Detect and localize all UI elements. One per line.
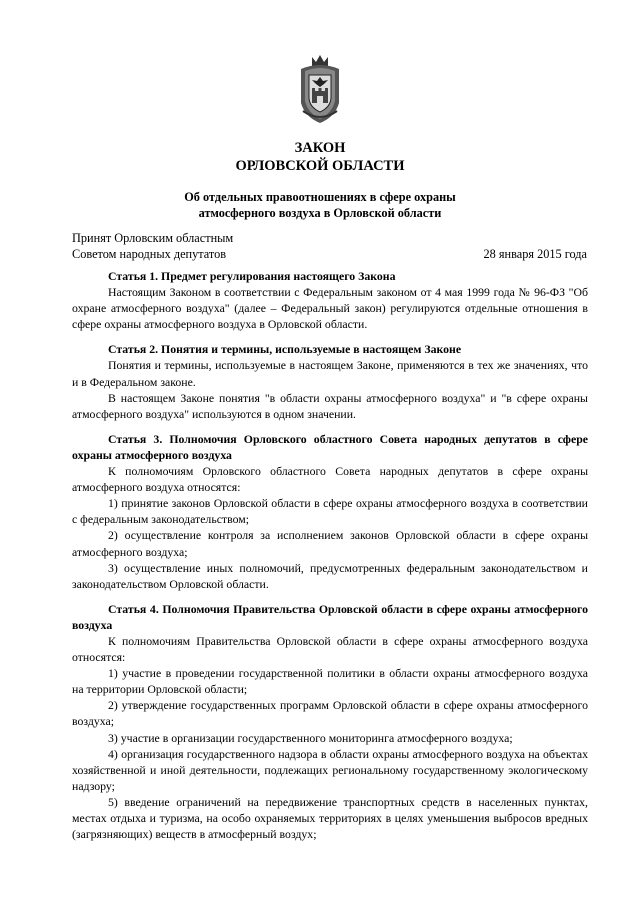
orel-oblast-coat-of-arms-icon	[295, 53, 345, 125]
article-3-paragraph: К полномочиям Орловского областного Совета народных депутатов в сфере охраны атмосферного воздуха относятся:	[72, 464, 588, 495]
article-3-paragraph: 1) принятие законов Орловской области в сфере охраны атмосферного воздуха в соответствии с федеральным законодательством;	[72, 496, 588, 527]
article-4-paragraph: 4) организация государственного надзора в области охраны атмосферного воздуха на объектах хозяйственной и иной деятельности, подлежащих региональному государственному экологическому надзору;	[72, 746, 588, 793]
article-4-paragraph: К полномочиям Правительства Орловской области в сфере охраны атмосферного воздуха относятся:	[72, 633, 588, 665]
region-title: ОРЛОВСКОЙ ОБЛАСТИ	[235, 158, 405, 174]
article-4-paragraph: 2) утверждение государственных программ Орловской области в сфере охраны атмосферного воздуха;	[72, 698, 588, 729]
article-2-paragraph: В настоящем Законе понятия "в области охраны атмосферного воздуха" и "в сфере охраны атмосферного воздуха" используются в одном значении.	[72, 390, 588, 421]
article-2-title: Статья 2. Понятия и термины, используемые в настоящем Законе	[108, 342, 462, 357]
document-type-title: ЗАКОН	[294, 140, 346, 156]
law-body	[72, 268, 588, 842]
article-3-paragraph: 3) осуществление иных полномочий, предусмотренных федеральным законодательством и законодательством Орловской области.	[72, 560, 588, 591]
article-4-title: Статья 4. Полномочия Правительства Орловской области в сфере охраны атмосферного воздуха	[72, 601, 588, 632]
article-1-paragraph: Настоящим Законом в соответствии с Федеральным законом от 4 мая 1999 года № 96-ФЗ "Об охране атмосферного воздуха" (далее – Федеральный закон) регулируются отдельные отношения в сфере охраны атмосферного воздуха в Орловской области.	[72, 285, 588, 332]
law-subtitle-line-1: Об отдельных правоотношениях в сфере охраны	[184, 190, 456, 204]
article-3-paragraph: 2) осуществление контроля за исполнением законов Орловской области в сфере охраны атмосферного воздуха;	[72, 528, 588, 559]
adoption-line-1: Принят Орловским областным	[72, 231, 234, 245]
article-4-paragraph: 1) участие в проведении государственной политики в области охраны атмосферного воздуха на территории Орловской области;	[72, 666, 588, 697]
article-1-title: Статья 1. Предмет регулирования настоящего Закона	[108, 269, 396, 283]
article-4-paragraph: 5) введение ограничений на передвижение транспортных средств в населенных пунктах, местах отдыха и туризма, на особо охраняемых территориях в целях уменьшения выбросов вредных (загрязняющих) веществ в атмосферный воздух;	[72, 794, 588, 842]
adoption-line-2: Советом народных депутатов	[72, 247, 227, 261]
article-2-paragraph: Понятия и термины, используемые в настоящем Законе, применяются в тех же значениях, что и в Федеральном законе.	[72, 358, 588, 389]
law-subtitle-line-2: атмосферного воздуха в Орловской области	[198, 206, 442, 220]
article-4-paragraph: 3) участие в организации государственного мониторинга атмосферного воздуха;	[108, 730, 513, 745]
article-3-title: Статья 3. Полномочия Орловского областного Совета народных депутатов в сфере охраны атмосферного воздуха	[72, 431, 588, 462]
adoption-date: 28 января 2015 года	[483, 247, 587, 261]
